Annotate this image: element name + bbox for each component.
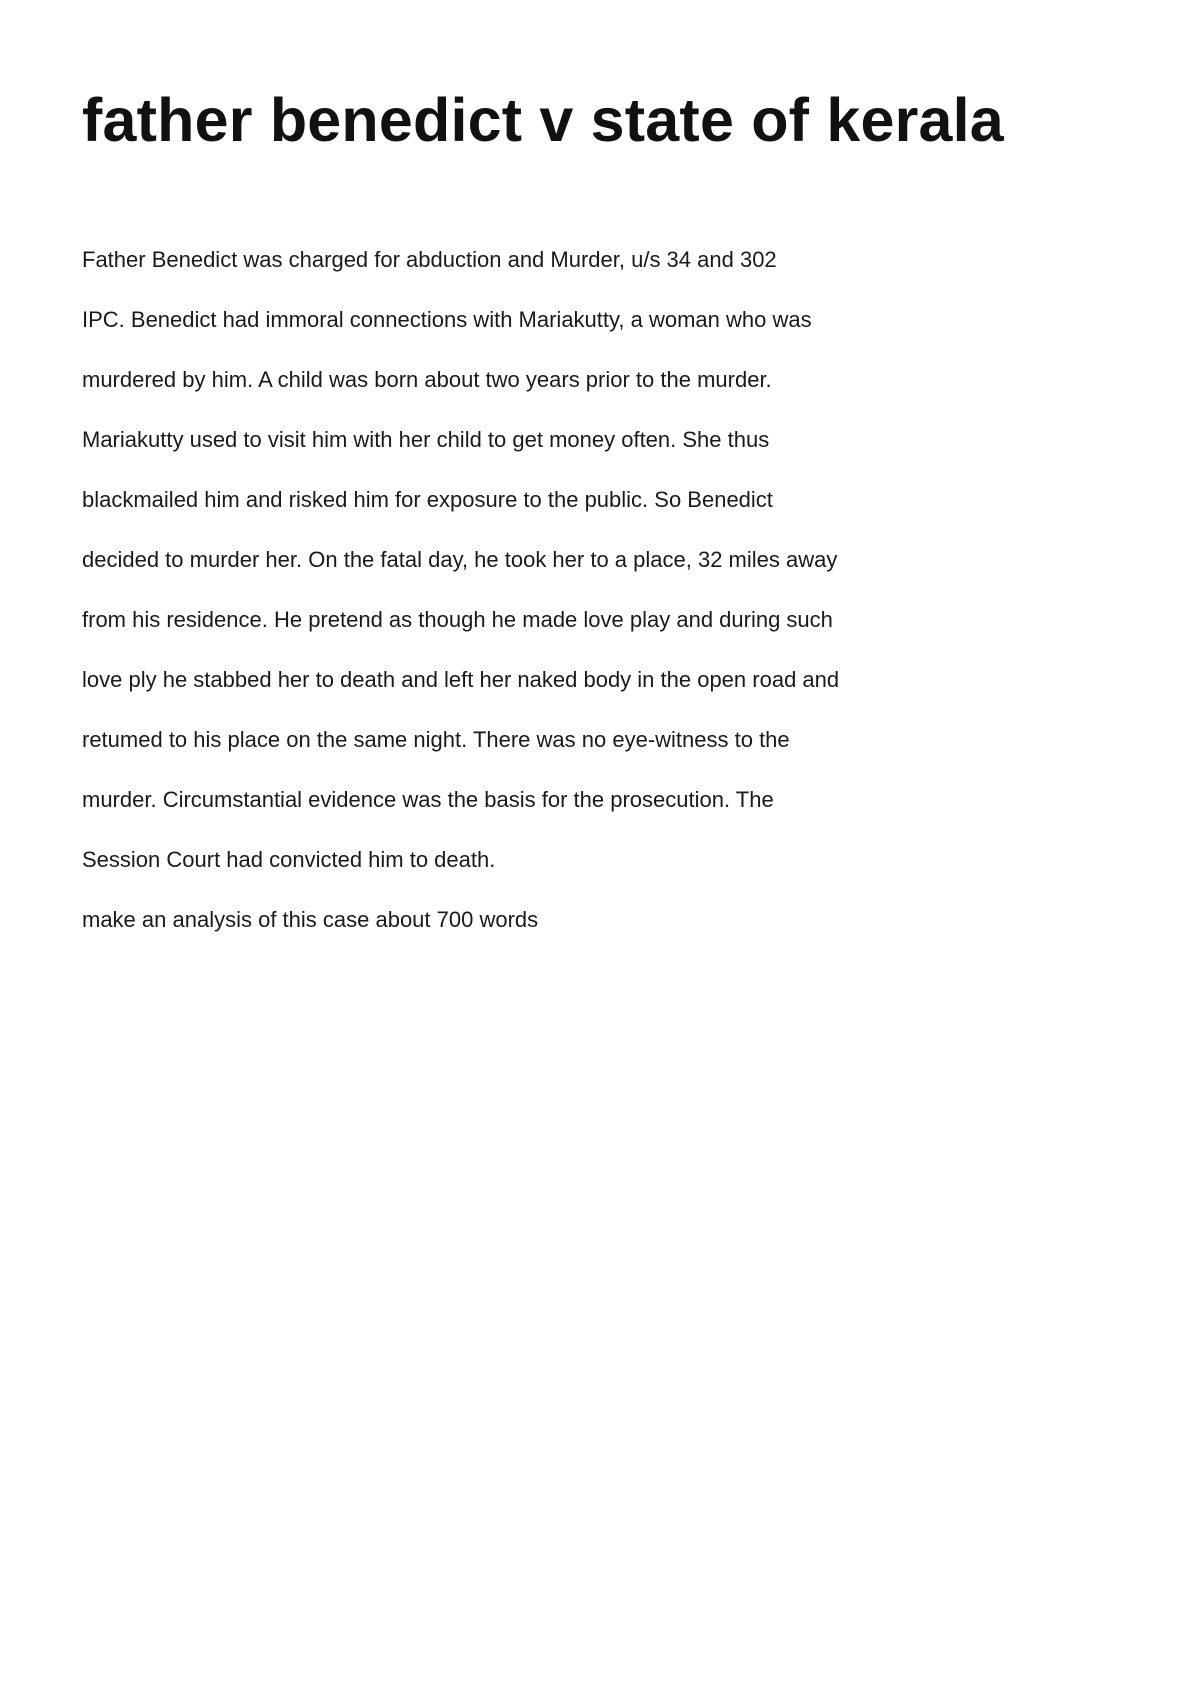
case-description [82,240,962,900]
case-text-line: from his residence. He pretend as though he made love play and during such [82,607,833,632]
case-text-line: IPC. Benedict had immoral connections with Mariakutty, a woman who was [82,307,812,332]
case-text-line: Father Benedict was charged for abduction and Murder, u/s 34 and 302 [82,247,777,272]
analysis-prompt: make an analysis of this case about 700 words [82,907,539,932]
page-title: father benedict v state of kerala [82,86,1004,154]
case-text-line: love ply he stabbed her to death and left her naked body in the open road and [82,667,840,692]
case-text-line: blackmailed him and risked him for exposure to the public. So Benedict [82,487,773,512]
case-text-line: murder. Circumstantial evidence was the basis for the prosecution. The [82,787,774,812]
case-text-line: decided to murder her. On the fatal day, he took her to a place, 32 miles away [82,547,838,572]
case-text-line: retumed to his place on the same night. There was no eye-witness to the [82,727,790,752]
case-text-line: murdered by him. A child was born about two years prior to the murder. [82,367,772,392]
case-text-line: Session Court had convicted him to death. [82,847,496,872]
case-text-line: Mariakutty used to visit him with her child to get money often. She thus [82,427,770,452]
